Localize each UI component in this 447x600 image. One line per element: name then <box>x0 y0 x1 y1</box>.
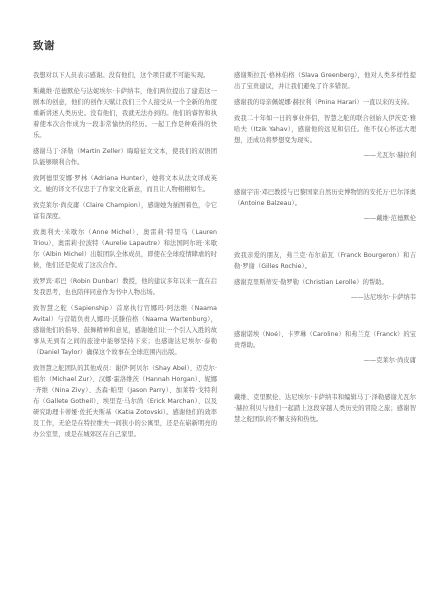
paragraph: 致智慧之舵团队的其他成员：谢伊·阿贝尔（Shay Abel）、迈克尔·祖尔（Michael Zur）、汉娜·霍洛维茨（Hannah Horgan）、妮娜·齐维（Nina Zivy）、杰森·帕里（Jason Parry）、加莱特·戈特利布（Gallete Gotheil）、埃里克·马尔尚（Erick Marchan）、以及研究助理卡蒂娅·佐托夫斯基（Katia Zotovski）。感谢他们的效率及工作，无论是在特拉维夫一间狭小的公寓里，还是在崭新明亮的办公室里，或是在城郊区在自己家里。 <box>33 365 217 438</box>
right-column <box>234 70 416 425</box>
paragraph: 致奥利夫·米歇尔（Anne Michel）、奥雷莉·特里乌（Lauren Triou）、奥雷莉·拉波特（Aurelie Lapautre）和法国阿尔班·米歇尔（Albin Michel）出版团队全体成员，即使在全球疫情肆虐的时候，他们还是促成了这次合作。 <box>33 229 217 269</box>
paragraph: 感谢斯拉瓦·格林伯格（Slava Greenberg），他对人类多样性提出了宝贵建议，并让我们避免了许多错误。 <box>234 72 416 90</box>
signature: ——达尼埃尔·卡萨纳韦 <box>351 294 416 301</box>
paragraph: 戴维、克里默伦、达尼埃尔·卡萨纳韦和编辑马丁·泽勒感谢尤瓦尔·赫拉利贝与他们一起踏上这段穿越人类历史的冒险之旅；感谢智慧之舵团队的不懈支持和热忱。 <box>234 394 416 423</box>
paragraph: 致我二十年如一日的事业伴侣，智慧之舵的联合创始人伊茨克·雅哈夫（Itzik Yahav），感谢他的远见和信任。他不仅心怀远大理想，还成功将梦想变为现实。 <box>234 115 416 144</box>
left-column <box>33 70 217 440</box>
signature: ——尤瓦尔·赫拉利 <box>363 152 416 159</box>
paragraph: 我想对以下人员表示感谢。没有他们，这个项目就不可能实现。 <box>33 72 210 79</box>
paragraph: 致罗宾·邓巴（Robin Dunbar）教授，他的建议多年以来一直在启发我思考，也也陪伴同意作为书中人物出场。 <box>33 278 217 296</box>
paragraph: 致阿德里安娜·罗林（Adriana Hunter），她将文本从法文译成英文。她的译文不仅忠于了作家文化新意，而且让人物栩栩如生。 <box>33 175 217 193</box>
paragraph: 致我亲爱的朋友，弗兰克·布尔茹瓦（Franck Bourgeron）和吉勒·罗谢（Gilles Rochie）。 <box>234 252 416 270</box>
signature: ——戴维·范德默伦 <box>363 215 416 222</box>
paragraph: 感谢克里斯蒂安·勒罗勒（Christian Lerolle）的帮助。 <box>234 279 388 286</box>
paragraph: 感谢我的母亲佩妮娜·赫拉利（Pnina Harari）一直以来的支持。 <box>234 99 414 106</box>
paragraph: 斯戴维·范德默伦与达妮埃尔·卡萨纳韦，他们两位提出了建造这一剧本的创意，他们的创作天赋让我们三个人接受从一个全新的角度重新讲述人类历史。没有他们，我就无法办到的。他们的睿智和执着使本次合作成为一段非常愉快的经历。一起工作是种难得的快乐。 <box>33 88 217 139</box>
paragraph: 致智慧之舵（Sapienship）首席执行官娜玛·阿法维（Naama Avital）与营销负责人娜玛·沃滕伯格（Naama Wartenburg），感谢他们的指导、鼓舞精神和意见，感谢她们让一个引人入胜的故事从无到有之间的旅途中能够坚持下来；也感谢达尼埃尔·泰勒（Daniel Taylor）确保这个故事在全球范围内出版。 <box>33 305 217 356</box>
paragraph: 感谢宇宙·邓巴教授与巴黎国家自然历史博物馆的安托万·巴尔泽奥（Antoine Balzeau）。 <box>234 189 416 207</box>
page-title: 致谢 <box>33 40 55 52</box>
paragraph: 致克莱尔·尚皮庸（Claire Champion），感谢她为插图着色，令它富有深度。 <box>33 202 217 220</box>
signature: ——克莱尔·尚皮庸 <box>363 357 416 364</box>
paragraph: 感谢马丁·泽勒（Martin Zeller）晦暗征文文本，使我们的双语团队能够顺利合作。 <box>33 148 217 166</box>
paragraph: 感谢诺埃（Noé）、卡罗琳（Caroline）和弗兰克（Franck）的宝贵帮助。 <box>234 331 416 349</box>
